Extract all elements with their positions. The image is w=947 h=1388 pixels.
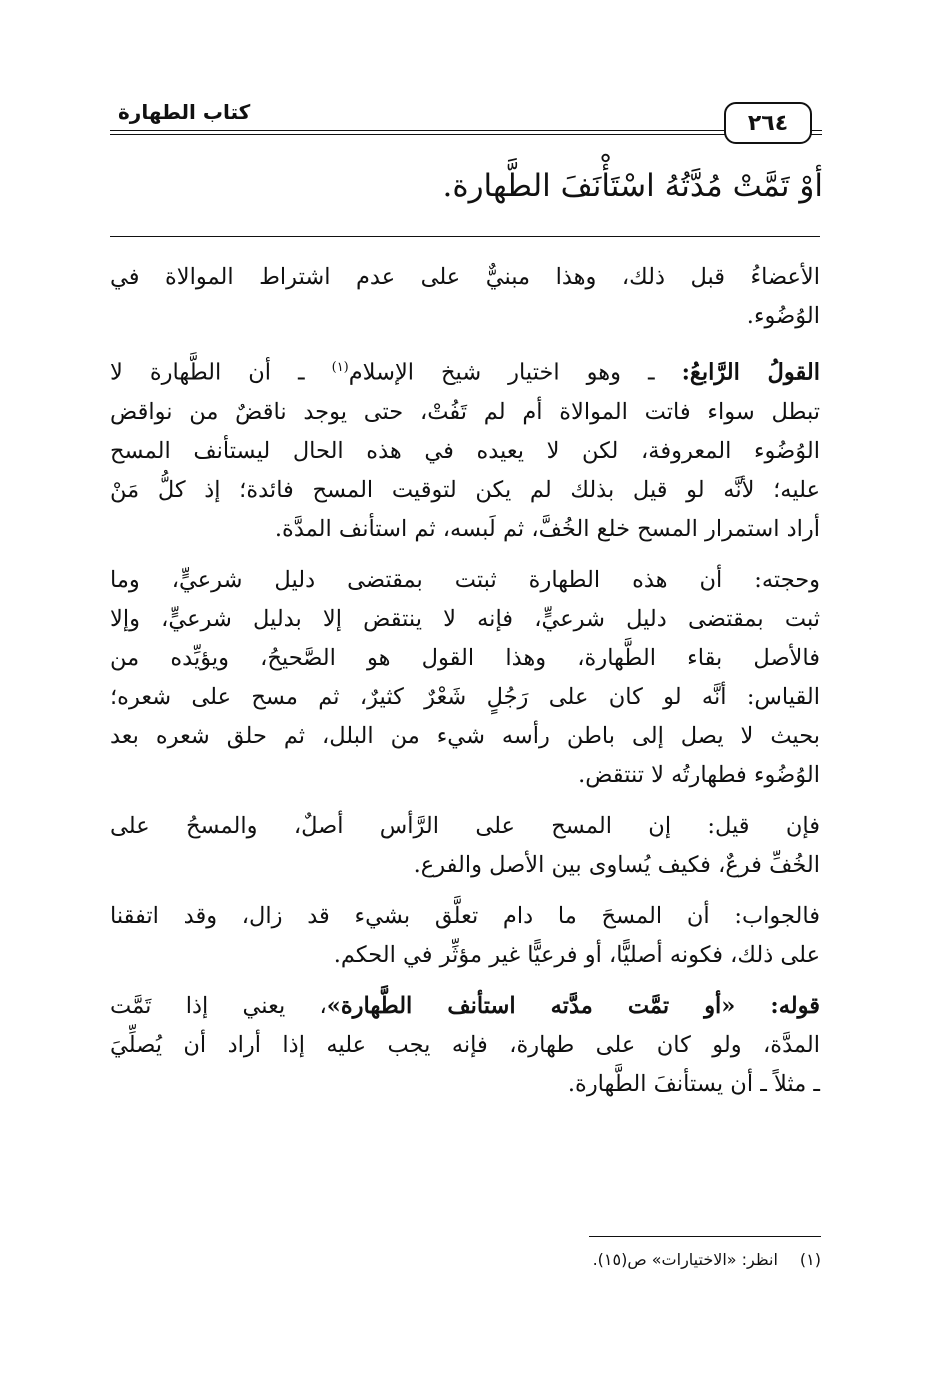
lead-heading: قوله: [770,992,820,1019]
footnote-separator-rule [589,1236,821,1237]
footnote [593,1250,821,1269]
paragraph-1 [110,258,820,336]
text-line: بحيث لا يصل إلى باطن رأسه شيء من البلل، ثم حلق شعره بعد [110,722,820,749]
text-line: فالجواب: أن المسحَ ما دام تعلَّق بشيء قد زال، وقد اتفقنا [110,902,820,929]
text-line: القياس: أنَّه لو كان على رَجُلٍ شَعْرٌ كثيرٌ، ثم مسح على شعره؛ [110,683,820,710]
paragraph-2 [110,348,820,549]
footnote-number: (١) [799,1250,821,1269]
text-line [110,348,820,393]
matn-separator-rule [110,236,820,237]
paragraph-5 [110,897,820,975]
footnote-text: انظر: «الاختيارات» ص(١٥). [592,1250,778,1269]
paragraph-3 [110,561,820,795]
text-line: عليه؛ لأنَّه لو قيل بذلك لم يكن لتوقيت المسح فائدة؛ إذ كلُّ مَنْ [110,476,820,503]
header-double-rule [110,130,822,135]
lead-line-end: ، يعني إذا تَمَّت [110,992,327,1019]
text-line: ـ مثلاً ـ أن يستأنفَ الطَّهارة. [567,1070,820,1097]
text-line: فإن قيل: إن المسح على الرَّأس أصلٌ، والمسحُ على [110,812,820,839]
lead-continuation: ـ وهو اختيار شيخ الإسلام [348,359,682,386]
page-header [110,96,822,146]
running-title: كتاب الطهارة [112,100,256,124]
text-line: تبطل سواء فاتت الموالاة أم لم تَفُتْ، حتى يوجد ناقضٌ من نواقض [110,398,820,425]
text-line: الوُضُوء المعروفة، لكن لا يعيده في هذه الحال ليستأنف المسح [110,437,820,464]
text-line: على ذلك، فكونه أصليًّا، أو فرعيًّا غير مؤثِّر في الحكم. [333,941,820,968]
text-line: فالأصل بقاء الطَّهارة، وهذا القول هو الصَّحيحُ، ويؤيِّده من [110,644,820,671]
matn-text: أوْ تَمَّتْ مُدَّتُهُ اسْتَأْنَفَ الطَّهارة. [442,168,823,204]
page-number: ٢٦٤ [724,102,812,144]
text-line: الأعضاءُ قبل ذلك، وهذا مبنيٌّ على عدم اشتراط الموالاة في [110,264,820,290]
quoted-matn: «أو تمَّت مدَّته استأنف الطَّهارة» [326,992,771,1019]
text-line: الخُفِّ فرعٌ، فكيف يُساوى بين الأصل والفرع. [413,851,820,878]
text-line: ثبت بمقتضى دليل شرعيٍّ، فإنه لا ينتقض إلا بدليل شرعيٍّ، وإلا [110,605,820,632]
commentary-body [110,258,820,1116]
text-line: وحجته: أن هذه الطهارة ثبتت بمقتضى دليل شرعيٍّ، وما [110,566,820,593]
lead-line-end: ـ أن الطَّهارة لا [110,359,332,386]
text-line: المدَّة، ولو كان على طهارة، فإنه يجب عليه إذا أراد أن يُصلِّيَ [110,1031,820,1058]
paragraph-6 [110,987,820,1104]
lead-heading: القولُ الرَّابعُ: [681,359,821,386]
text-line: أراد استمرار المسح خلع الخُفَّ، ثم لَبسه، ثم استأنف المدَّة. [274,515,820,542]
paragraph-4 [110,807,820,885]
text-line [110,987,820,1026]
footnote-marker: (١) [331,360,349,375]
text-line: الوُضُوء فطهارتُه لا تنتقض. [578,761,820,788]
text-line: الوُضُوء. [746,303,820,329]
